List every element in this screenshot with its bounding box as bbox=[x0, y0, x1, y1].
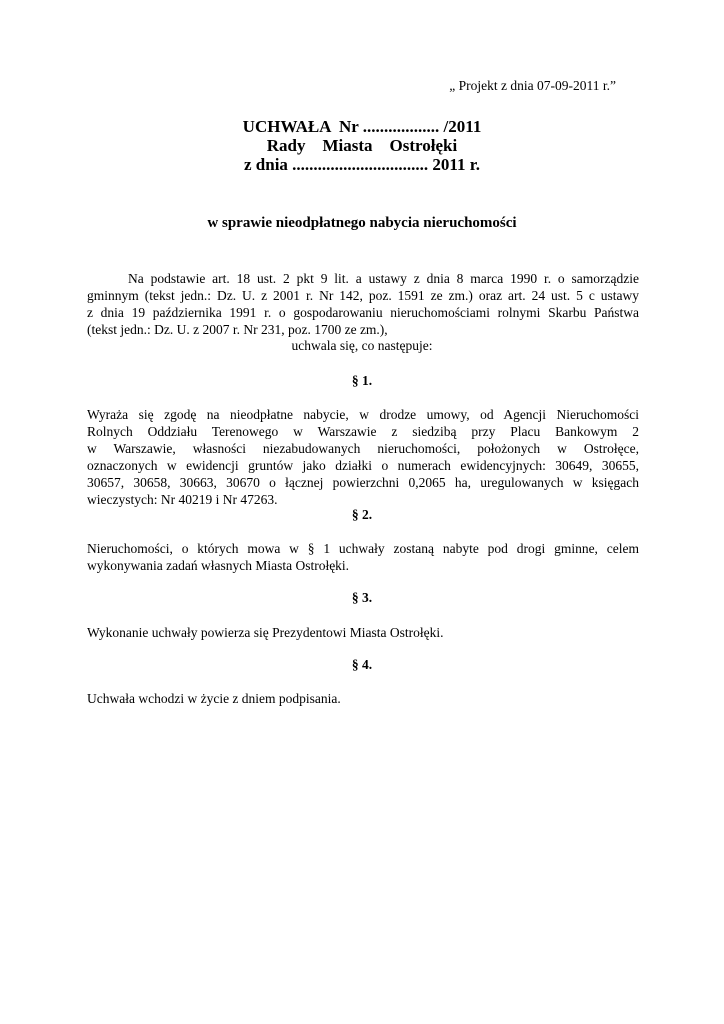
title-line-date: z dnia ................................ 2011 r. bbox=[244, 155, 480, 174]
resolve-line: uchwala się, co następuje: bbox=[291, 338, 433, 353]
title-line-number: UCHWAŁA Nr .................. /2011 bbox=[242, 117, 482, 136]
title-line-council: Rady Miasta Ostrołęki bbox=[266, 136, 458, 155]
section-4-heading: § 4. bbox=[351, 657, 373, 672]
section-line: Rolnych Oddziału Terenowego w Warszawie z siedzibą przy Placu Bankowym 2 bbox=[87, 424, 639, 439]
section-3-text bbox=[87, 624, 639, 641]
preamble-line: (tekst jedn.: Dz. U. z 2007 r. Nr 231, poz. 1700 ze zm.), bbox=[87, 322, 388, 337]
section-line: w Warszawie, własności niezabudowanych nieruchomości, położonych w Ostrołęce, bbox=[87, 441, 639, 456]
preamble-line: Na podstawie art. 18 ust. 2 pkt 9 lit. a ustawy z dnia 8 marca 1990 r. o samorządzie bbox=[128, 271, 639, 286]
section-3-heading: § 3. bbox=[351, 590, 373, 605]
section-line: Wykonanie uchwały powierza się Prezydentowi Miasta Ostrołęki. bbox=[87, 625, 444, 640]
section-2-heading: § 2. bbox=[351, 507, 373, 522]
section-line: oznaczonych w ewidencji gruntów jako działki o numerach ewidencyjnych: 30649, 30655, bbox=[87, 458, 639, 473]
section-4-text bbox=[87, 690, 639, 707]
section-line: wieczystych: Nr 40219 i Nr 47263. bbox=[87, 492, 278, 507]
section-2-text bbox=[87, 540, 639, 574]
section-1-text bbox=[87, 406, 639, 508]
section-line: 30657, 30658, 30663, 30670 o łącznej powierzchni 0,2065 ha, uregulowanych w księgach bbox=[87, 475, 639, 490]
section-line: wykonywania zadań własnych Miasta Ostrołęki. bbox=[87, 558, 350, 573]
section-line: Wyraża się zgodę na nieodpłatne nabycie, w drodze umowy, od Agencji Nieruchomości bbox=[87, 407, 639, 422]
section-1-heading: § 1. bbox=[351, 373, 373, 388]
preamble-line: gminnym (tekst jedn.: Dz. U. z 2001 r. Nr 142, poz. 1591 ze zm.) oraz art. 24 ust. 5 c ustawy bbox=[87, 288, 639, 303]
draft-note: „ Projekt z dnia 07-09-2011 r.” bbox=[449, 78, 616, 93]
preamble-paragraph bbox=[87, 270, 639, 338]
preamble-line: z dnia 19 października 1991 r. o gospodarowaniu nieruchomościami rolnymi Skarbu Państwa bbox=[87, 305, 639, 320]
section-line: Uchwała wchodzi w życie z dniem podpisania. bbox=[87, 691, 341, 706]
resolution-subject: w sprawie nieodpłatnego nabycia nieruchomości bbox=[207, 215, 517, 231]
resolution-title bbox=[0, 117, 724, 174]
section-line: Nieruchomości, o których mowa w § 1 uchwały zostaną nabyte pod drogi gminne, celem bbox=[87, 541, 639, 556]
